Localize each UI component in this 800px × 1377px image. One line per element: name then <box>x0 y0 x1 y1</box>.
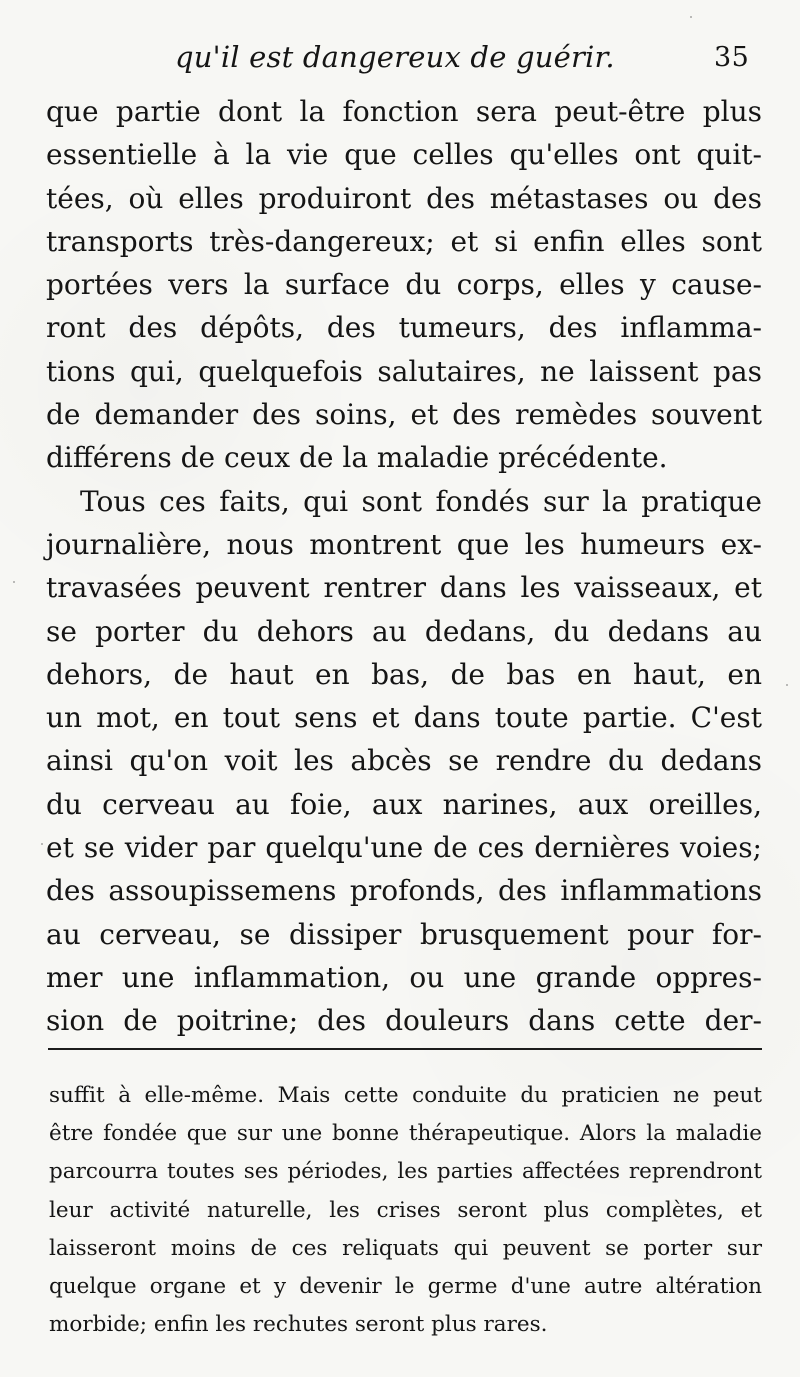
text-line-21: mer une inflammation, ou une grande oppres- <box>46 960 762 994</box>
text-line-22: sion de poitrine; des douleurs dans cette der- <box>46 1004 762 1038</box>
print-speck <box>690 16 692 18</box>
footnote-rule <box>48 1048 762 1050</box>
text-line-11: journalière, nous montrent que les humeurs ex- <box>46 527 762 561</box>
text-line-18: et se vider par quelqu'une de ces dernières voies; <box>46 831 762 865</box>
text-line-13: se porter du dehors au dedans, du dedans au <box>46 614 762 648</box>
text-line-20: au cerveau, se dissiper brusquement pour for- <box>46 917 762 951</box>
running-title: qu'il est dangereux de guérir. <box>175 40 615 74</box>
text-line-19: des assoupissemens profonds, des inflammations <box>46 874 762 908</box>
page-number: 35 <box>714 42 750 73</box>
text-line-6: ront des dépôts, des tumeurs, des inflamma- <box>46 311 762 345</box>
main-text <box>46 90 762 1043</box>
footnote-line-6: quelque organe et y devenir le germe d'une autre altération <box>49 1273 762 1299</box>
text-line-2: essentielle à la vie que celles qu'elles ont quit- <box>46 138 762 172</box>
text-line-1: que partie dont la fonction sera peut-être plus <box>46 95 762 128</box>
text-line-12: travasées peuvent rentrer dans les vaisseaux, et <box>46 571 762 605</box>
footnote-line-7: morbide; enfin les rechutes seront plus rares. <box>49 1312 548 1338</box>
text-line-4: transports très-dangereux; et si enfin elles sont <box>46 224 762 258</box>
text-line-8: de demander des soins, et des remèdes souvent <box>46 398 762 432</box>
text-line-15: un mot, en tout sens et dans toute partie. C'est <box>46 701 762 735</box>
footnote-line-5: laisseront moins de ces reliquats qui peuvent se porter sur <box>49 1235 762 1261</box>
text-line-7: tions qui, quelquefois salutaires, ne laissent pas <box>46 354 762 388</box>
print-speck <box>13 581 15 583</box>
text-line-16: ainsi qu'on voit les abcès se rendre du dedans <box>46 744 762 778</box>
text-line-9: différens de ceux de la maladie précédente. <box>46 441 668 475</box>
text-line-10: Tous ces faits, qui sont fondés sur la pratique <box>80 484 762 518</box>
text-line-17: du cerveau au foie, aux narines, aux oreilles, <box>46 787 762 821</box>
footnote <box>49 1077 762 1344</box>
footnote-line-1: suffit à elle-même. Mais cette conduite du praticien ne peut <box>49 1083 762 1108</box>
footnote-line-2: être fondée que sur une bonne thérapeutique. Alors la maladie <box>49 1121 762 1147</box>
footnote-line-4: leur activité naturelle, les crises seront plus complètes, et <box>49 1197 762 1223</box>
print-speck <box>786 684 788 686</box>
footnote-line-3: parcourra toutes ses périodes, les parties affectées reprendront <box>49 1159 762 1185</box>
text-line-5: portées vers la surface du corps, elles y cause- <box>46 268 762 302</box>
print-speck <box>41 843 43 845</box>
text-line-14: dehors, de haut en bas, de bas en haut, en <box>46 657 762 691</box>
text-line-3: tées, où elles produiront des métastases ou des <box>46 181 762 215</box>
running-head <box>0 36 800 80</box>
